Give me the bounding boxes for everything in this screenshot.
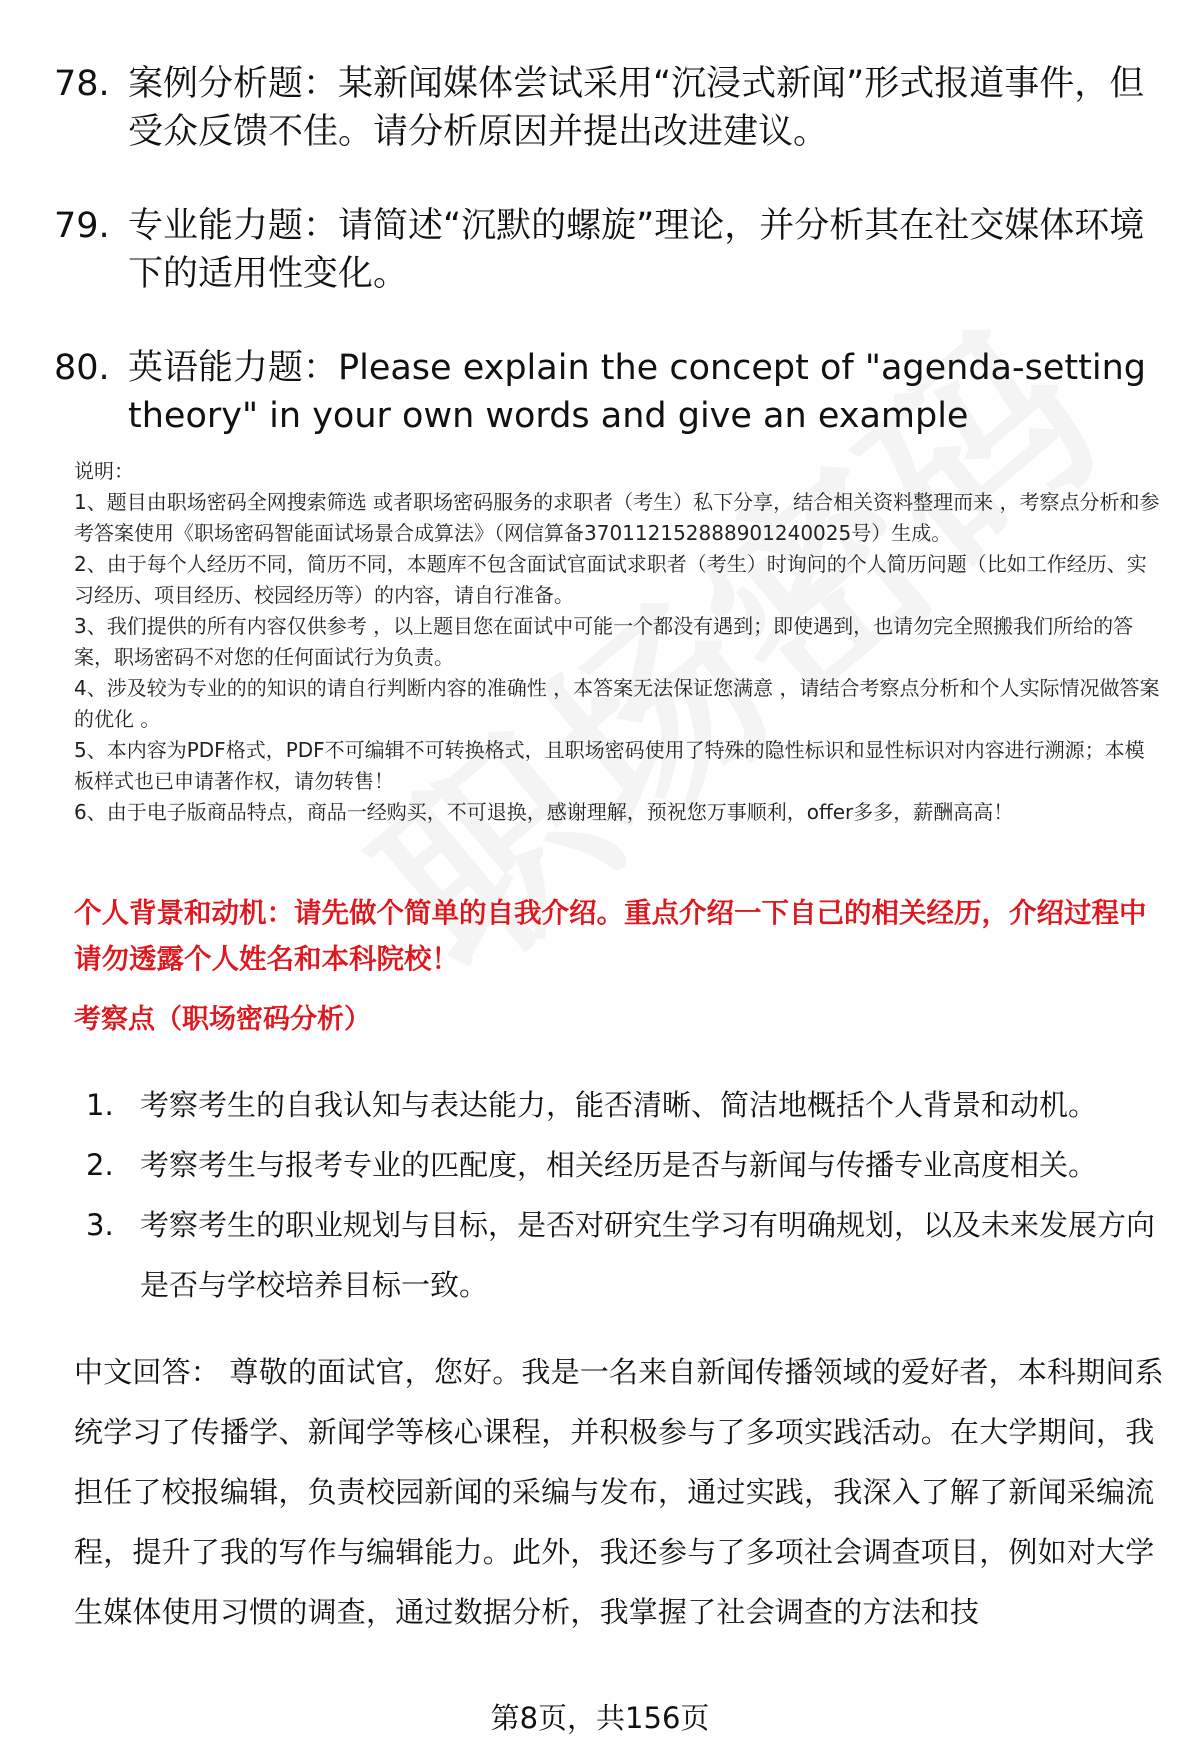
- page-footer: 第8页，共156页: [490, 1701, 710, 1735]
- question-item: [54, 202, 1154, 298]
- question-item: [54, 60, 1154, 156]
- background-question: 个人背景和动机：请先做个简单的自我介绍。重点介绍一下自己的相关经历，介绍过程中请勿透露个人姓名和本科院校！: [74, 897, 1147, 975]
- points-list: [74, 1075, 1164, 1315]
- point-item: [74, 1075, 1164, 1135]
- point-number: 2.: [86, 1148, 114, 1182]
- question-item: [54, 344, 1154, 440]
- point-text: 考察考生与报考专业的匹配度，相关经历是否与新闻与传播专业高度相关。: [140, 1148, 1098, 1182]
- point-item: [74, 1195, 1164, 1315]
- notes-heading: 说明：: [74, 459, 134, 483]
- question-number: 80.: [54, 348, 110, 388]
- point-text: 考察考生的自我认知与表达能力，能否清晰、简洁地概括个人背景和动机。: [140, 1088, 1098, 1122]
- question-number: 78.: [54, 64, 110, 104]
- point-number: 3.: [86, 1208, 114, 1242]
- note-item: 1、题目由职场密码全网搜索筛选 或者职场密码服务的求职者（考生）私下分享，结合相关资料整理而来 ，考察点分析和参考答案使用《职场密码智能面试场景合成算法》（网信算备370112152888901240025号）生成。: [74, 490, 1160, 545]
- note-item: 5、本内容为PDF格式，PDF不可编辑不可转换格式，且职场密码使用了特殊的隐性标识和显性标识对内容进行溯源；本模板样式也已申请著作权，请勿转售！: [74, 738, 1145, 793]
- note-item: 2、由于每个人经历不同，简历不同，本题库不包含面试官面试求职者（考生）时询问的个人简历问题（比如工作经历、实习经历、项目经历、校园经历等）的内容，请自行准备。: [74, 552, 1147, 607]
- point-number: 1.: [86, 1088, 114, 1122]
- point-item: [74, 1135, 1164, 1195]
- note-item: 3、我们提供的所有内容仅供参考 ，以上题目您在面试中可能一个都没有遇到；即使遇到，也请勿完全照搬我们所给的答案，职场密码不对您的任何面试行为负责。: [74, 614, 1134, 669]
- note-item: 4、涉及较为专业的的知识的请自行判断内容的准确性 ，本答案无法保证您满意 ，请结合考察点分析和个人实际情况做答案的优化 。: [74, 676, 1160, 731]
- answer-paragraph: 中文回答： 尊敬的面试官，您好。我是一名来自新闻传播领域的爱好者，本科期间系统学习了传播学、新闻学等核心课程，并积极参与了多项实践活动。在大学期间，我担任了校报编辑，负责校园新闻的采编与发布，通过实践，我深入了解了新闻采编流程，提升了我的写作与编辑能力。此外，我还参与了多项社会调查项目，例如对大学生媒体使用习惯的调查，通过数据分析，我掌握了社会调查的方法和技: [74, 1355, 1164, 1629]
- question-number: 79.: [54, 206, 110, 246]
- question-text: 英语能力题：Please explain the concept of "agenda-setting theory" in your own words and give an example: [128, 348, 1146, 436]
- question-list: [54, 60, 1154, 486]
- question-text: 专业能力题：请简述“沉默的螺旋”理论，并分析其在社交媒体环境下的适用性变化。: [128, 206, 1145, 294]
- note-item: 6、由于电子版商品特点，商品一经购买，不可退换，感谢理解，预祝您万事顺利，offer多多，薪酬高高！: [74, 800, 1014, 824]
- question-text: 案例分析题：某新闻媒体尝试采用“沉浸式新闻”形式报道事件，但受众反馈不佳。请分析原因并提出改进建议。: [128, 64, 1145, 152]
- point-text: 考察考生的职业规划与目标，是否对研究生学习有明确规划，以及未来发展方向是否与学校培养目标一致。: [140, 1208, 1156, 1302]
- notes-section: [74, 456, 1164, 828]
- points-title: 考察点（职场密码分析）: [74, 1004, 371, 1035]
